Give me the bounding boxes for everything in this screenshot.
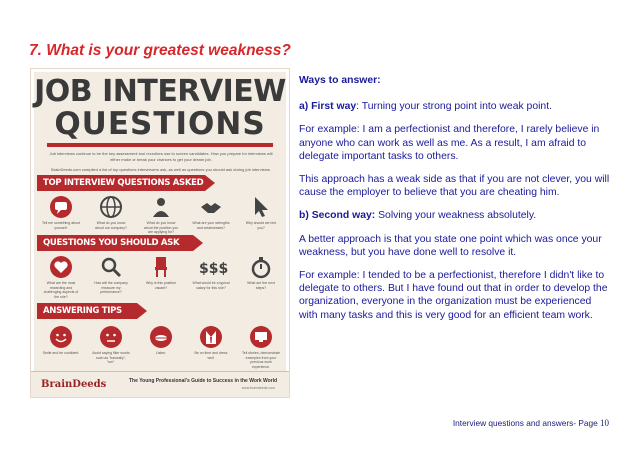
icon-caption: What are the next steps?	[247, 281, 275, 290]
icon-caption: What would be a typical salary for this role?	[192, 281, 230, 290]
poster-footer	[31, 371, 289, 397]
handshake-icon	[199, 195, 223, 219]
icon-caption: Be on time and dress well.	[194, 351, 228, 360]
brand-logo: BrainDeeds	[41, 379, 107, 390]
magnifier-icon	[99, 255, 123, 279]
icon-caption: How will the company measure my performance?	[94, 281, 128, 294]
icon-caption: Listen.	[155, 351, 167, 355]
list-item	[91, 325, 131, 369]
speech-bubble-icon	[49, 195, 73, 219]
monitor-icon	[249, 325, 273, 349]
list-item	[41, 325, 81, 369]
icon-caption: Tell me something about yourself.	[42, 221, 80, 230]
list-item	[41, 195, 81, 235]
example-1: For example: I am a perfectionist and therefore, I rarely believe in anyone who can work as well as me. As a result, I am afraid to delegate important tasks to others.	[299, 124, 600, 162]
icon-caption: Smile and be confident.	[42, 351, 80, 355]
list-item	[41, 255, 81, 299]
list-item	[91, 195, 131, 235]
poster-title-line1: JOB INTERVIEW	[34, 74, 286, 109]
icon-caption: What do you know about our company?	[95, 221, 127, 230]
cursor-icon	[249, 195, 273, 219]
poster-tagline: The Young Professional's Guide to Success in the Work World	[129, 378, 278, 384]
icon-caption: Tell stories, demonstrate examples from your previous work experience.	[242, 351, 280, 369]
banner-questions-you-should-ask: QUESTIONS YOU SHOULD ASK	[37, 235, 193, 251]
page-number: 10	[600, 418, 609, 428]
page-footer	[453, 418, 609, 428]
approach-note: This approach has a weak side as that if you are not clever, you will cause the employer to believe that you are cheating him.	[299, 174, 610, 199]
chair-icon	[149, 255, 173, 279]
poster-divider	[47, 143, 273, 147]
lips-icon	[149, 325, 173, 349]
second-way-label: b) Second way:	[299, 210, 376, 222]
list-item	[91, 255, 131, 299]
svg-text:$$$: $$$	[199, 261, 229, 277]
icon-caption: Why should we hire you?	[245, 221, 277, 230]
list-item	[191, 255, 231, 299]
stopwatch-icon	[249, 255, 273, 279]
answer-column	[299, 74, 611, 332]
heart-icon	[49, 255, 73, 279]
list-item	[141, 195, 181, 235]
second-way	[299, 209, 611, 222]
list-item	[191, 195, 231, 235]
banner-top-questions: TOP INTERVIEW QUESTIONS ASKED	[37, 175, 205, 191]
page-heading: 7. What is your greatest weakness?	[29, 42, 291, 59]
ways-to-answer-label: Ways to answer:	[299, 75, 381, 86]
first-way	[299, 100, 611, 113]
icon-row-answering-tips	[41, 325, 281, 369]
list-item	[241, 255, 281, 299]
list-item	[141, 325, 181, 369]
poster-intro: Job interviews continue to be the key assessment tool recruiters use to screen candidates. How you prepare for interviews will either make or break your chances to get your dream job.	[49, 151, 273, 162]
icon-caption: What do you know about the position you are applying for?	[143, 221, 179, 234]
dollar-icon	[199, 255, 229, 279]
list-item	[241, 325, 281, 369]
icon-caption: Why is this position vacant?	[146, 281, 176, 290]
smile-icon	[49, 325, 73, 349]
person-icon	[149, 195, 173, 219]
icon-row-questions-to-ask	[41, 255, 281, 299]
globe-icon	[99, 195, 123, 219]
better-approach: A better approach is that you state one point which was once your weakness, but you have done well to resolve it.	[299, 233, 602, 258]
infographic-poster	[30, 68, 290, 398]
icon-caption: Avoid saying filler words such as "basically", "um".	[92, 351, 130, 364]
footer-text: Interview questions and answers- Page	[452, 418, 600, 428]
first-way-label: a) First way	[299, 101, 357, 113]
list-item	[191, 325, 231, 369]
icon-row-questions-asked	[41, 195, 281, 235]
banner-answering-tips: ANSWERING TIPS	[37, 303, 137, 319]
suit-icon	[199, 325, 223, 349]
example-2: For example: I tended to be a perfectionist, therefore I didn't like to delegate to others. But I have found out that in order to develop the organization, everyone in the organization must be experienced with many tasks and this is very good for an efficient team work.	[299, 270, 608, 321]
icon-caption: What are the most rewarding and challenging aspects of the role?	[43, 281, 79, 299]
first-way-text: : Turning your strong point into weak point.	[356, 101, 552, 113]
poster-url: www.braindeeds.com	[241, 386, 275, 390]
poster-intro-2: BrainDeeds.com compiled a list of top questions interviewers ask, as well as questions you should ask during job interviews.	[51, 167, 271, 172]
icon-caption: What are your strengths and weaknesses?	[192, 221, 230, 230]
list-item	[241, 195, 281, 235]
poster-title-line2: QUESTIONS	[54, 106, 266, 142]
list-item	[141, 255, 181, 299]
face-icon	[99, 325, 123, 349]
second-way-text: Solving your weakness absolutely.	[375, 210, 537, 222]
